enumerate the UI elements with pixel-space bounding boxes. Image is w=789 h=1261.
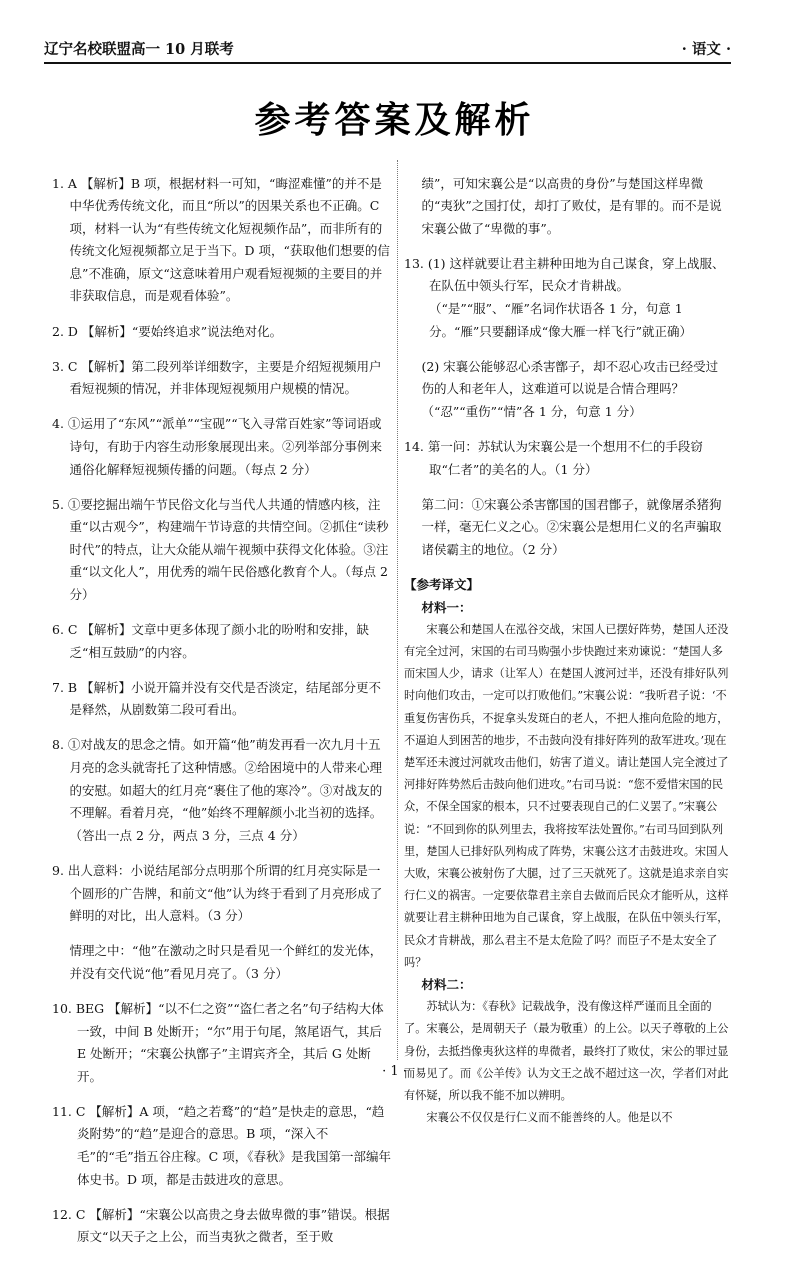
column-divider bbox=[397, 160, 398, 1060]
material-two-text: 苏轼认为：《春秋》记载战争，没有像这样严谨而且全面的了。宋襄公，是周朝天子（最为敬重）的上公。以天子尊敬的上公身份，去抵挡像夷狄这样的卑微者，最终打了败仗，宋公的罪过显而易见了。而《公羊传》认为文王之战不超过这一次，学者们对此有怀疑，所以我不能不加以辨明。 bbox=[404, 1000, 729, 1102]
answer-subitem: (2) 宋襄公能够忍心杀害鄫子，却不忍心攻击已经受过伤的人和老年人，这难道可以说是合情合理吗？（“忍”“重伤”“情”各 1 分，句意 1 分） bbox=[421, 358, 719, 419]
answer-item: 11. C 【解析】A 项，“趋之若鹜”的“趋”是快走的意思，“趋炎附势”的“趋”是迎合的意思。B 项，“深入不毛”的“毛”指五谷庄稼。C 项，《春秋》是我国第一部编年体史书。D 项，都是击鼓进攻的意思。 bbox=[52, 1103, 391, 1187]
answer-subitem: 第二问：①宋襄公杀害鄫国的国君鄫子，就像屠杀猪狗一样，毫无仁义之心。②宋襄公是想用仁义的名声骗取诸侯霸主的地位。（2 分） bbox=[421, 496, 722, 557]
material-two-text-continued: 宋襄公不仅仅是行仁义而不能善终的人。他是以不 bbox=[426, 1111, 673, 1125]
answer-item: 6. C 【解析】文章中更多体现了颜小北的吩咐和安排，缺乏“相互鼓励”的内容。 bbox=[52, 622, 369, 660]
reference-translation-heading: 【参考译文】 bbox=[404, 576, 480, 592]
reference-translation bbox=[404, 597, 730, 1130]
answer-item: 5. ①要挖掘出端午节民俗文化与当代人共通的情感内核，注重“以古观今”，构建端午节诗意的共情空间。②抓住“读秒时代”的特点，让大众能从端午视频中获得文化体验。③注重“以文化人”，用优秀的端午民俗感化教育个人。（每点 2 分） bbox=[52, 496, 389, 602]
answer-item: 8. ①对战友的思念之情。如开篇“他”萌发再看一次九月十五月亮的念头就寄托了这种情感。②给困境中的人带来心理的安慰。如超大的红月亮“裹住了他的寒冷”。③对战友的不理解。看着月亮，“他”始终不理解颜小北当初的选择。（答出一点 2 分，两点 3 分，三点 4 分） bbox=[52, 737, 383, 843]
answer-item: 13. (1) 这样就要让君主耕种田地为自己谋食，穿上战服、在队伍中领头行军，民众才肯耕战。（“是”“服”、“雁”名词作状语各 1 分，句意 1 分。“雁”只要翻译成“像大雁一样飞行”就正确） bbox=[404, 255, 725, 339]
material-two-title: 材料二： bbox=[421, 976, 472, 992]
material-one-text: 宋襄公和楚国人在泓谷交战，宋国人已摆好阵势，楚国人还没有完全过河，宋国的右司马购强小步快跑过来劝谏说：“楚国人多而宋国人少，请求（让军人）在楚国人渡河过半，还没有排好队列时向他们攻击，一定可以打败他们。”宋襄公说：“我听君子说：‘不重复伤害伤兵，不捉拿头发斑白的老人，不把人推向危险的地方，不逼迫人到困苦的地步，不击鼓向没有排好阵列的敌军进攻。’现在楚军还未渡过河就攻击他们，妨害了道义。请让楚国人完全渡过了河排好阵势然后击鼓向他们进攻。”右司马说：“您不爱惜宋国的民众，不保全国家的根本，只不过要表现自己的仁义罢了。”宋襄公说：“不回到你的队列里去，我将按军法处置你。”右司马回到队列里，楚国人已排好队列构成了阵势，宋襄公这才击鼓进攻。宋国人大败，宋襄公被射伤了大腿，过了三天就死了。这就是追求亲自实行仁义的祸害。一定要依靠君主亲自去做而后民众才能听从，这样就要让君主耕种田地为自己谋食，穿上战服，在队伍中领头行军，民众才肯耕战，那么君主不是太危险了吗？而臣子不是太安全了吗？ bbox=[404, 622, 729, 969]
answer-item: 14. 第一问：苏轼认为宋襄公是一个想用不仁的手段窃取“仁者”的美名的人。（1 分） bbox=[404, 438, 703, 477]
header-rule bbox=[44, 62, 731, 64]
subject-label: · 语文 · bbox=[681, 41, 731, 58]
page-header bbox=[44, 38, 731, 60]
answer-item: 7. B 【解析】小说开篇并没有交代是否淡定，结尾部分更不是释然，从剧数第二段可看出。 bbox=[52, 679, 382, 718]
answer-item: 1. A 【解析】B 项，根据材料一可知，“晦涩难懂”的并不是中华优秀传统文化，而且“所以”的因果关系也不正确。C 项，材料一认为“有些传统文化短视频作品”，而非所有的传统文化短视频都立足于当下。D 项，“获取他们想要的信息”不准确，原文“这意味着用户观看短视频的主要目的并非获取信息，而是观看体验”。 bbox=[52, 175, 390, 304]
right-column bbox=[404, 160, 730, 1129]
answer-item: 2. D 【解析】“要始终追求”说法绝对化。 bbox=[52, 323, 283, 339]
answer-item: 12. C 【解析】“宋襄公以高贵之身去做卑微的事”错误。根据原文“以天子之上公，而当夷狄之微者，至于败 bbox=[52, 1206, 390, 1245]
answer-item-continued: 情理之中：“他”在激动之时只是看见一个鲜红的发光体，并没有交代说“他”看见月亮了。（3 分） bbox=[69, 943, 383, 981]
left-column bbox=[52, 160, 392, 1261]
answer-item: 10. BEG 【解析】“以不仁之资”“盗仁者之名”句子结构大体一致，中间 B 处断开；“尔”用于句尾，煞尾语气，其后 E 处断开；“宋襄公执鄫子”主谓宾齐全，其后 G 处断开。 bbox=[52, 1000, 384, 1084]
answer-item: 4. ①运用了“东风”“派单”“宝砚”“飞入寻常百姓家”等词语或诗句，有助于内容生动形象展现出来。②列举部分事例来通俗化解释短视频传播的问题。（每点 2 分） bbox=[52, 416, 383, 477]
page-number: · 1 · bbox=[382, 1064, 407, 1079]
answer-item-continued: 绩”，可知宋襄公是“以高贵的身份”与楚国这样卑微的“夷狄”之国打仗，却打了败仗，是有罪的。而不是说宋襄公做了“卑微的事”。 bbox=[421, 175, 722, 236]
material-one-title: 材料一： bbox=[421, 599, 472, 615]
answer-item: 3. C 【解析】第二段列举详细数字，主要是介绍短视频用户看短视频的情况，并非体现短视频用户规模的情况。 bbox=[52, 358, 382, 397]
page-title: 参考答案及解析 bbox=[254, 100, 535, 141]
answer-item: 9. 出人意料：小说结尾部分点明那个所谓的红月亮实际是一个圆形的广告牌，和前文“他”认为终于看到了月亮形成了鲜明的对比，出人意料。（3 分） bbox=[52, 862, 383, 924]
exam-name: 辽宁名校联盟高一 10 月联考 bbox=[44, 41, 234, 58]
